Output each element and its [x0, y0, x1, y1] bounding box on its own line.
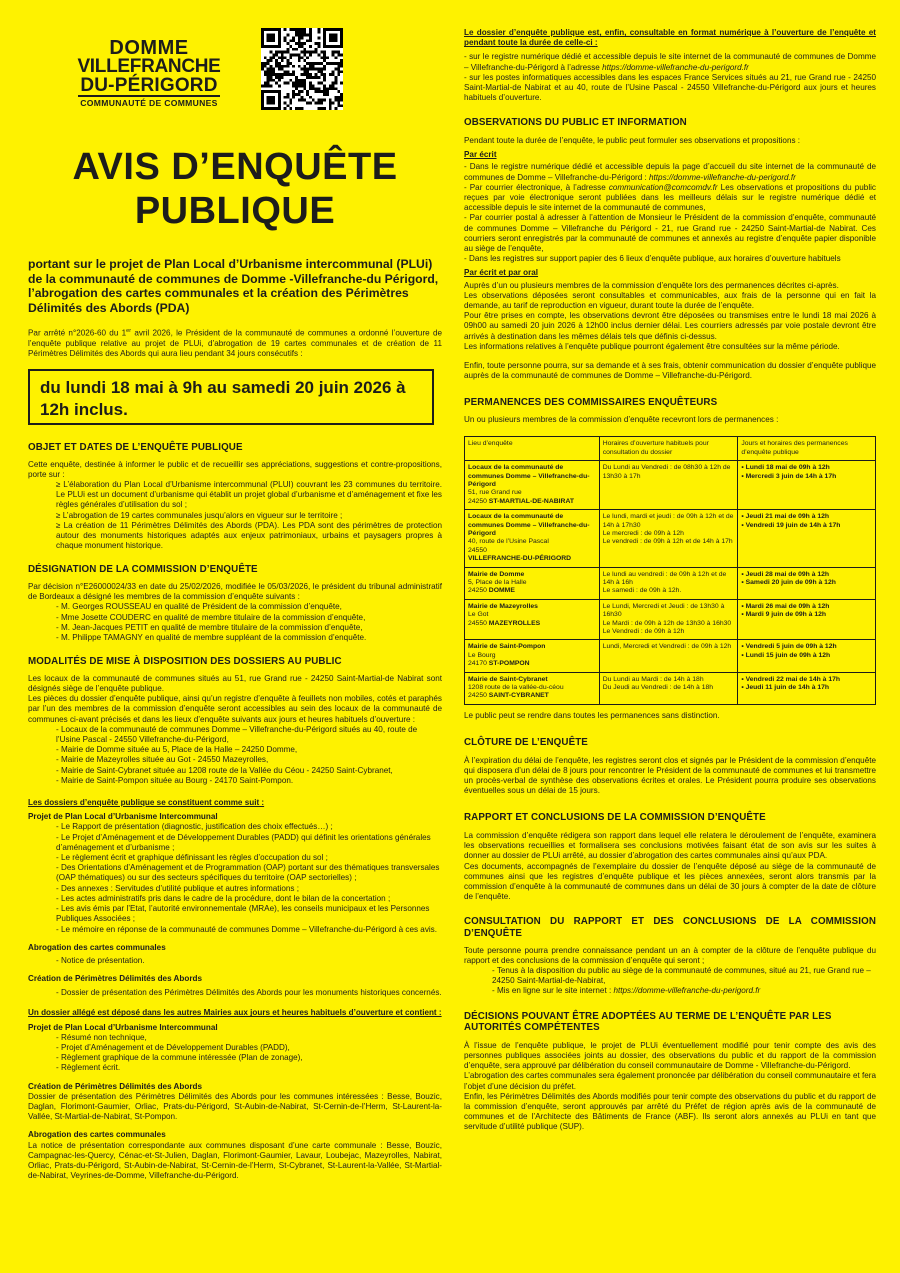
ecrit-item-1 [464, 162, 876, 182]
cell-lieu [465, 672, 600, 704]
permanence-line: • Mardi 9 juin de 09h à 12h [741, 611, 827, 619]
cell-permanences [738, 640, 876, 672]
cell-permanences [738, 672, 876, 704]
table-row [465, 672, 876, 704]
dossier-item-7: - Les avis émis par l’Etat, l’autorité environnementale (MRAe), les conseils municipaux et les Personnes Publiques Associées ; [56, 904, 430, 924]
horaire-line: Le mercredi : de 09h à 12h [602, 529, 684, 537]
cell-horaires [599, 567, 738, 599]
table-header-horaires: Horaires d’ouverture habituels pour consultation du dossier [599, 437, 738, 461]
permanence-line: • Jeudi 11 juin de 14h à 17h [741, 684, 830, 692]
location-5: - Mairie de Saint-Pompon située au Bourg - 24170 Saint-Pompon. [56, 775, 294, 785]
logo-line-4: COMMUNAUTÉ DE COMMUNES [80, 98, 218, 108]
dossier-item-3: - Le règlement écrit et graphique définissant les règles d’occupation du sol ; [56, 853, 328, 863]
location-3: - Mairie de Mazeyrolles située au Got - 24550 Mazeyrolles, [56, 755, 269, 765]
table-header-lieu: Lieu d’enquête [465, 437, 600, 461]
lieu-name: Locaux de la communauté de communes Domme – Villefranche-du-Périgord [468, 464, 590, 488]
lieu-city: ST-MARTIAL-DE-NABIRAT [488, 497, 574, 505]
dossier-abrog-title: Abrogation des cartes communales [28, 942, 166, 952]
objet-bullet-2: ≥ L’abrogation de 19 cartes communales jusqu’alors en vigueur sur le territoire ; [56, 510, 343, 520]
cell-lieu [465, 640, 600, 672]
lieu-city: VILLEFRANCHE-DU-PÉRIGORD [468, 555, 572, 563]
site-link-3[interactable]: https://domme-villefranche-du-perigord.fr [613, 986, 761, 996]
cell-horaires [599, 640, 738, 672]
numerique-p2: - sur les postes informatiques accessibles dans les espaces France Services situés au 21, rue Grand rue - 24250 Saint-Martial-de Nabirat et au 40, route de l’Usine Pascal - 24550 Villefranche-du-Périgord aux jours et heures habituels d’ouverture. [464, 72, 876, 103]
qr-code[interactable] [261, 28, 343, 110]
consultation-item-1: - Tenus à la disposition du public au siège de la communauté de communes, situé au 21, rue Grand rue – 24250 Saint-Martial-de-Nabirat, [492, 966, 871, 986]
horaire-line: Du Lundi au Mardi : de 14h à 18h [602, 675, 704, 683]
decisions-p1: À l’issue de l’enquête publique, le projet de PLUi éventuellement modifié pour tenir compte des avis des personnes publiques associées joints au dossier, des observations du public et du rapport de la commission d’enquête, sera approuvé par délibération du conseil communautaire de Domme - Villefranche-du-Périgord. [464, 1040, 876, 1071]
permanence-line: • Jeudi 28 mai de 09h à 12h [741, 570, 830, 578]
oral-p4: Les informations relatives à l’enquête publique pourront également être consultées sur la même période. [464, 341, 840, 351]
table-row [465, 640, 876, 672]
numerique-title: Le dossier d’enquête publique est, enfin, consultable en format numérique à l’ouverture de l’enquête et pendant toute la durée de celle-ci : [464, 28, 876, 48]
dossier-pda-title: Création de Périmètres Délimités des Abords [28, 974, 202, 984]
email-link[interactable]: communication@comcomdv.fr [608, 182, 718, 192]
numerique-p1 [464, 52, 876, 72]
ecrit-item-2 [464, 183, 876, 214]
title-line-2: PUBLIQUE [134, 190, 336, 232]
permanences-table [464, 436, 876, 705]
cell-horaires [599, 599, 738, 640]
permanences-intro: Un ou plusieurs membres de la commission d’enquête recevront lors de permanences : [464, 415, 779, 425]
horaire-line: Le Mardi : de 09h à 12h de 13h30 à 16h30 [602, 619, 732, 627]
lieu-name: Locaux de la communauté de communes Domme – Villefranche-du-Périgord [468, 513, 590, 537]
table-body [465, 461, 876, 705]
ecrit-item-4: - Dans les registres sur support papier des 6 lieux d’enquête publique, aux horaires d’ouverture habituels [464, 254, 841, 264]
consultation-item-2-text: - Mis en ligne sur le site internet : [492, 986, 614, 996]
section-heading-observations: OBSERVATIONS DU PUBLIC ET INFORMATION [464, 117, 687, 129]
lieu-postcode: 24250 [468, 692, 489, 700]
lead-paragraph: portant sur le projet de Plan Local d’Urbanisme intercommunal (PLUi) de la communauté de communes de Domme -Villefranche-du Périgord, l’abrogation des cartes communales et la création des Périmètres Délimités des Abords (PDA) [28, 257, 439, 315]
date-box: du lundi 18 mai à 9h au samedi 20 juin 2026 à 12h inclus. [28, 369, 434, 425]
cell-lieu [465, 599, 600, 640]
par-oral-title: Par écrit et par oral [464, 268, 539, 278]
permanence-line: • Lundi 15 juin de 09h à 12h [741, 651, 831, 659]
rapport-p1: La commission d’enquête rédigera son rapport dans lequel elle relatera le déroulement de l’enquête, examinera les observations recueillies et formalisera ses conclusions motivées faisant état de son avis sur les suites à donner au dossier de PLUi arrêté, au dossier d’abrogation des cartes communales ainsi qu’aux PDA. [464, 831, 876, 861]
logo-line-3: DU-PÉRIGORD [80, 75, 218, 96]
lieu-postcode: 24250 [468, 587, 489, 595]
section-heading-rapport: RAPPORT ET CONCLUSIONS DE LA COMMISSION D’ENQUÊTE [464, 812, 766, 824]
permanence-line: • Samedi 20 juin de 09h à 12h [741, 578, 836, 586]
section-heading-consultation: CONSULTATION DU RAPPORT ET DES CONCLUSIONS DE LA COMMISSION D’ENQUÊTE [464, 916, 876, 940]
horaire-line: Du Lundi au Vendredi : de 08h30 à 12h de 13h30 à 17h [602, 464, 731, 480]
cell-lieu [465, 567, 600, 599]
logo [74, 39, 224, 109]
permanence-line: • Mardi 26 mai de 09h à 12h [741, 602, 830, 610]
horaire-line: Lundi, Mercredi et Vendredi : de 09h à 12h [602, 643, 732, 651]
arrete-superscript: er [126, 328, 132, 334]
allege-abrog-text: La notice de présentation correspondante aux communes disposant d’une carte communale : Besse, Bouzic, Campagnac-les-Quercy, Cénac-et-St-Julien, Daglan, Florimont-Gaumier, Lavaur, Loubejac, Mazeyrolles, Nabirat, Orliac, Prats-du-Périgord, St-Aubin-de-Nabirat, St-Cernin-de-l’Herm, St-Cybranet, St-Laurent-la-Vallée, St-Martial-de-Nabirat, Veyrines-de-Domme, Villefranche-du-Périgord. [28, 1140, 442, 1181]
permanences-note: Le public peut se rendre dans toutes les permanences sans distinction. [464, 710, 720, 720]
designation-intro: Par décision n°E26000024/33 en date du 25/02/2026, modifiée le 05/03/2026, le président du tribunal administratif de Bordeaux a désigné les membres de la commission d’enquête suivants : [28, 582, 442, 602]
decisions-p2: L’abrogation des cartes communales sera également prononcée par délibération du conseil communautaire et fera l’objet d’une décision du préfet. [464, 1071, 876, 1091]
dossier-item-6: - Les actes administratifs pris dans le cadre de la procédure, dont le bilan de la concertation ; [56, 893, 391, 903]
oral-p5: Enfin, toute personne pourra, sur sa demande et à ses frais, obtenir communication du dossier d’enquête publique auprès de la communauté de communes de Domme – Villefranche-du-Périgord. [464, 361, 876, 381]
permanence-line: • Jeudi 21 mai de 09h à 12h [741, 513, 830, 521]
arrete-paragraph [28, 326, 442, 359]
dossier-composition-title: Les dossiers d’enquête publique se constituent comme suit : [28, 798, 265, 808]
lieu-postcode: 24550 [468, 546, 487, 554]
dossier-abrog-item: - Notice de présentation. [56, 955, 145, 965]
horaire-line: Du Jeudi au Vendredi : de 14h à 18h [602, 684, 714, 692]
location-4: - Mairie de Saint-Cybranet située au 1208 route de la Vallée du Céou - 24250 Saint-Cybranet, [56, 765, 393, 775]
numerique-p1-text: - sur le registre numérique dédié et accessible depuis le site internet de la communauté de communes de Domme – Villefranche-du-Périgord à l’adresse [464, 52, 876, 72]
permanence-line: • Mercredi 3 juin de 14h à 17h [741, 472, 837, 480]
allege-item-4: - Règlement écrit. [56, 1063, 121, 1073]
ecrit-item-2-text-a: - Par courrier électronique, à l’adresse [464, 182, 609, 192]
arrete-text-1: Par arrêté n°2026-60 du 1 [28, 328, 127, 338]
cell-horaires [599, 461, 738, 510]
lieu-name: Mairie de Mazeyrolles [468, 602, 538, 610]
lieu-address: Le Got [468, 611, 489, 619]
allege-pda-title: Création de Périmètres Délimités des Abords [28, 1081, 202, 1091]
decisions-p3: Enfin, les Périmètres Délimités des Abords modifiés pour tenir compte des observations du public et du rapport de la commission d’enquête, seront approuvés par arrêté du Préfet de région après avis de la communauté de communes et de l’Architecte des Bâtiments de France (ABF). Ils seront alors annexés au PLUi en tant que servitude d’utilité publique (SUP). [464, 1091, 876, 1132]
ecrit-item-2-text-b: Les observations et propositions du public reçues par voie électronique seront publiées dans les meilleurs délais sur le registre numérique dédié et accessible depuis le site internet de la communauté de communes, [464, 182, 876, 213]
location-2: - Mairie de Domme située au 5, Place de la Halle – 24250 Domme, [56, 745, 298, 755]
oral-p2: Les observations déposées seront consultables et communicables, aux frais de la personne qui en fait la demande, au tarif de reproduction en vigueur, durant toute la durée de l’enquête. [464, 290, 876, 311]
lieu-address: 5, Place de la Halle [468, 578, 527, 586]
dossier-pda-item: - Dossier de présentation des Périmètres Délimités des Abords pour les monuments historiques concernés. [56, 988, 442, 998]
site-link-2[interactable]: https://domme-villefranche-du-perigord.fr [649, 172, 796, 182]
member-1: - M. Georges ROUSSEAU en qualité de Président de la commission d’enquête, [56, 602, 342, 612]
modalites-p2: Les pièces du dossier d’enquête publique, ainsi qu’un registre d’enquête à feuillets non mobiles, cotés et paraphés par l’un des membres de la commission d’enquête seront accessibles au sein des locaux de la communauté de communes ci-avant précisés et dans les lieux d’enquête suivants aux jours et heures habituels d’ouverture : [28, 694, 442, 724]
section-heading-modalites: MODALITÉS DE MISE À DISPOSITION DES DOSSIERS AU PUBLIC [28, 656, 342, 668]
cell-horaires [599, 510, 738, 567]
permanence-line: • Vendredi 22 mai de 14h à 17h [741, 675, 841, 683]
rapport-p2: Ces documents, accompagnés de l’exemplaire du dossier de l’enquête déposé au siège de la communauté de communes ainsi que les registres d’enquête publique et les pièces annexées, seront alors transmis par la commission d’enquête à la communauté de communes dans un délai de 30 jours à compter de la date de clôture de l’enquête. [464, 861, 876, 902]
lieu-postcode: 24170 [468, 660, 489, 668]
member-2: - Mme Josette COUDERC en qualité de membre titulaire de la commission d’enquête, [56, 612, 366, 622]
allege-abrog-title: Abrogation des cartes communales [28, 1130, 166, 1140]
horaire-line: Le samedi : de 09h à 12h. [602, 587, 682, 595]
par-ecrit-title: Par écrit [464, 150, 497, 160]
section-heading-designation: DÉSIGNATION DE LA COMMISSION D’ENQUÊTE [28, 564, 258, 576]
lieu-name: Mairie de Domme [468, 570, 525, 578]
lieu-address: 1208 route de la vallée-du-céou [468, 684, 564, 692]
allege-plui-title: Projet de Plan Local d’Urbanisme Intercommunal [28, 1022, 218, 1032]
table-row [465, 567, 876, 599]
table-header-permanences: Jours et horaires des permanences d’enquête publique [738, 437, 876, 461]
table-row [465, 510, 876, 567]
lieu-city: SAINT-CYBRANET [488, 692, 549, 700]
lieu-city: ST-POMPON [488, 660, 530, 668]
objet-bullet-3: ≥ La création de 11 Périmètres Délimités des Abords (PDA). Les PDA sont des périmètres de protection autour des monuments historiques adaptés aux enjeux patrimoniaux, urbains et paysagers propres à chaque monument historique. [56, 520, 442, 551]
objet-intro: Cette enquête, destinée à informer le public et de recueillir ses appréciations, suggestions et contre-propositions, porte sur : [28, 459, 442, 479]
right-column [464, 28, 876, 1133]
dossier-plui-title: Projet de Plan Local d’Urbanisme Intercommunal [28, 812, 218, 822]
consultation-item-2 [464, 986, 876, 996]
dossier-allege-title: Un dossier allégé est déposé dans les autres Mairies aux jours et heures habituels d’ouverture et contient : [28, 1008, 442, 1018]
dossier-item-5: - Des annexes : Servitudes d’utilité publique et autres informations ; [56, 883, 299, 893]
lieu-address: 51, rue Grand rue [468, 489, 522, 497]
site-link-1[interactable]: https://domme-villefranche-du-perigord.fr [602, 62, 749, 72]
logo-line-2: VILLEFRANCHE [77, 56, 221, 77]
lieu-city: DOMME [488, 587, 515, 595]
lieu-address: 40, route de l’Usine Pascal [468, 538, 549, 546]
lieu-address: Le Bourg [468, 651, 496, 659]
permanence-line: • Lundi 18 mai de 09h à 12h [741, 464, 830, 472]
modalites-p1: Les locaux de la communauté de communes situés au 51, rue Grand rue - 24250 Saint-Martial-de Nabirat sont désignés siège de l’enquête publique. [28, 673, 442, 694]
cell-horaires [599, 672, 738, 704]
member-4: - M. Philippe TAMAGNY en qualité de membre suppléant de la commission d’enquête. [56, 633, 367, 643]
dossier-item-4: - Des Orientations d’Aménagement et de Programmation (OAP) portant sur des thématiques transversales (OAP thématiques) ou sur des secteurs spécifiques du territoire (OAP sectorielles) ; [56, 863, 440, 883]
horaire-line: Le Vendredi : de 09h à 12h [602, 628, 685, 635]
consultation-p1: Toute personne pourra prendre connaissance pendant un an à compter de la clôture de l’enquête publique du rapport et des conclusions de la commission d’enquête qui seront ; [464, 945, 876, 965]
cell-permanences [738, 461, 876, 510]
oral-p1: Auprès d’un ou plusieurs membres de la commission d’enquête lors des permanences décrites ci-après. [464, 280, 839, 290]
member-3: - M. Jean-Jacques PETIT en qualité de membre titulaire de la commission d’enquête, [56, 622, 363, 632]
lieu-city: MAZEYROLLES [488, 619, 541, 627]
location-1: - Locaux de la communauté de communes Domme – Villefranche-du-Périgord situés au 40, route de l’Usine Pascal - 24550 Villefranche-du-Périgord, [56, 724, 418, 745]
horaire-line: Le Lundi, Mercredi et Jeudi : de 13h30 à 16h30 [602, 602, 725, 619]
horaire-line: Le lundi au vendredi : de 09h à 12h et de 14h à 16h [602, 570, 727, 586]
horaire-line: Le vendredi : de 09h à 12h et de 14h à 17h [602, 538, 733, 546]
cell-permanences [738, 567, 876, 599]
cloture-p1: À l’expiration du délai de l’enquête, les registres seront clos et signés par le Président de la commission d’enquête qui disposera d’un délai de 8 jours pour rencontrer le Président de la communauté de communes et lui transmettre un procès-verbal de synthèse des observations écrites et orales. Le Président pourra produire ses observations éventuelles sous un délai de 15 jours. [464, 755, 876, 796]
lieu-name: Mairie de Saint-Cybranet [468, 675, 548, 683]
allege-pda-text: Dossier de présentation des Périmètres Délimités des Abords pour les communes intéressées : Besse, Bouzic, Daglan, Florimont-Gaumier, Orliac, Prats-du-Périgord, St-Aubin-de-Nabirat, St-Cernin-de-l’Herm, St-Laurent-la-Vallée, St-Martial-de-Nabirat, St-Pompon. [28, 1091, 442, 1122]
ecrit-item-3: - Par courrier postal à adresser à l’attention de Monsieur le Président de la commission d’enquête, communauté de communes Domme – Villefranche du Périgord - 21, rue Grand rue - 24250 Saint-Martial-de Nabirat. Ces courriers seront enregistrés par la communauté de communes et annexés au registre d’enquête papier disponible au siège de l’enquête, [464, 213, 876, 254]
lieu-postcode: 24250 [468, 497, 489, 505]
table-row [465, 599, 876, 640]
section-heading-decisions: DÉCISIONS POUVANT ÊTRE ADOPTÉES AU TERME DE L’ENQUÊTE PAR LES AUTORITÉS COMPÉTENTES [464, 1010, 832, 1034]
cell-lieu [465, 461, 600, 510]
lieu-postcode: 24550 [468, 619, 489, 627]
horaire-line: Le lundi, mardi et jeudi : de 09h à 12h et de 14h à 17h30 [602, 513, 734, 529]
section-heading-objet: OBJET ET DATES DE L’ENQUÊTE PUBLIQUE [28, 442, 243, 453]
oral-p3: Pour être prises en compte, les observations devront être déposées ou transmises entre le lundi 18 mai 2026 à 09h00 au samedi 20 juin 2026 à 12h00 inclus dernier délai. Les courriers adressés par voie postale devront être arrivés à destination dans les mêmes délais tels que définis ci-dessus. [464, 311, 876, 341]
cell-lieu [465, 510, 600, 567]
observations-intro: Pendant toute la durée de l’enquête, le public peut formuler ses observations et propositions : [464, 136, 801, 146]
cell-permanences [738, 510, 876, 567]
dossier-item-1: - Le Rapport de présentation (diagnostic, justification des choix effectués…) ; [56, 822, 333, 832]
permanence-line: • Vendredi 5 juin de 09h à 12h [741, 643, 837, 651]
page-title [28, 145, 442, 233]
cell-permanences [738, 599, 876, 640]
arrete-text-2: avril 2026, le Président de la communauté de communes a ordonné l’ouverture de l’enquête publique relative au projet de PLUi, d’abrogation de 19 cartes communales et de création de 11 Périmètres Délimités des Abords qui aura lieu pendant 34 jours consécutifs : [28, 328, 442, 359]
section-heading-cloture: CLÔTURE DE L’ENQUÊTE [464, 737, 588, 749]
ecrit-item-1-text: - Dans le registre numérique dédié et accessible depuis la page d’accueil du site internet de la communauté de communes de Domme – Villefranche-du-Périgord : [464, 162, 876, 182]
table-header-row [465, 437, 876, 461]
objet-bullet-1 [28, 480, 442, 511]
left-column [28, 442, 442, 1181]
objet-bullet-1-text: ≥ L’élaboration du Plan Local d’Urbanisme intercommunal (PLUI) couvrant les 23 communes du territoire. Le PLUi est un document d’urbanisme qui établit un projet global d’urbanisme et d’aménagement et fixe les règles générales d’utilisation du sol ; [56, 480, 442, 510]
allege-item-3: - Règlement graphique de la commune intéressée (Plan de zonage), [56, 1053, 303, 1063]
section-heading-permanences: PERMANENCES DES COMMISSAIRES ENQUÊTEURS [464, 397, 718, 409]
logo-line-1: DOMME [109, 37, 189, 59]
title-line-1: AVIS D’ENQUÊTE [72, 146, 398, 188]
table-row [465, 461, 876, 510]
dossier-item-2: - Le Projet d’Aménagement et de Développement Durables (PADD) qui définit les orientations générales d’aménagement et d’urbanisme ; [56, 832, 431, 852]
permanence-line: • Vendredi 19 juin de 14h à 17h [741, 521, 841, 529]
dossier-item-8: - Le mémoire en réponse de la communauté de communes Domme – Villefranche-du-Périgord à ces avis. [56, 924, 438, 934]
lieu-name: Mairie de Saint-Pompon [468, 643, 546, 651]
allege-item-2: - Projet d’Aménagement et de Développement Durables (PADD), [56, 1042, 290, 1052]
allege-item-1: - Résumé non technique, [56, 1032, 147, 1042]
